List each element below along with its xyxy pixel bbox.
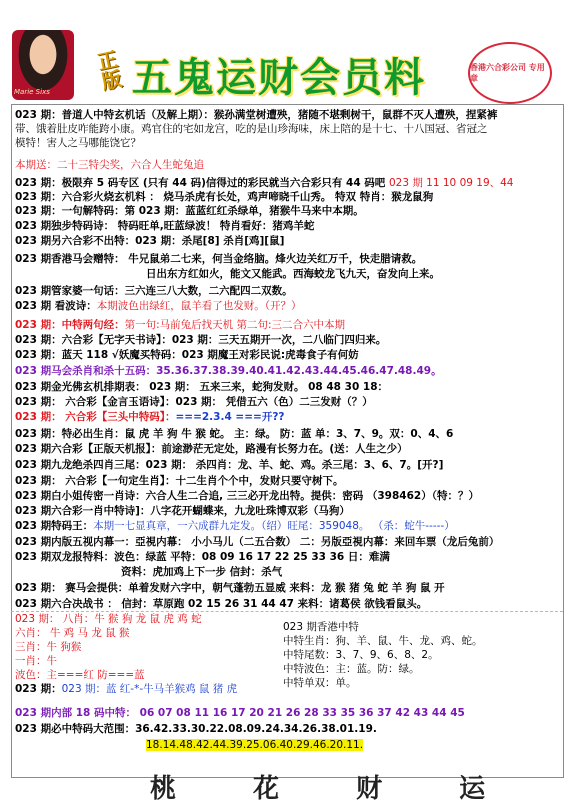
right-oddeven: 中特单双：单。	[283, 677, 357, 689]
right-title: 023 期香港中特	[283, 621, 359, 633]
line-29: 023 期双龙报特料：波色：绿蓝 平特：08 09 16 17 22 25 33 36 日：难满	[15, 551, 390, 563]
line-12: 023 期管家婆一句话：三六连三八大数，二六配四二双数。	[15, 285, 293, 297]
line-11: 日出东方红如火，能文又能武。西海蛟龙飞九天，奋发向上来。	[146, 268, 440, 280]
line-9: 023 期另六合彩不出特：023 期：杀尾[8] 杀肖[鸡][鼠]	[15, 235, 285, 247]
line-41	[146, 738, 556, 752]
line-39: 023 期内部 18 码中特： 06 07 08 11 16 17 20 21 26 28 33 35 36 37 42 43 44 45	[15, 707, 465, 719]
line-14-a: 023 期：中特两句经：	[15, 319, 125, 331]
line-20	[15, 410, 563, 424]
line-5-b: 023 期 11 10 09 19、44	[388, 177, 514, 189]
line-40	[15, 722, 563, 736]
line-33: 023 期： 八肖：牛 猴 狗 龙 鼠 虎 鸡 蛇	[15, 613, 202, 625]
line-8: 023 期独步特码诗： 特码旺单,旺蓝绿波！ 特肖看好：猪鸡羊蛇	[15, 220, 315, 232]
seal-text: 香港六合彩公司 专用章	[470, 63, 545, 83]
avatar-name: Marie Sixs	[14, 88, 50, 96]
line-32: 023 期六合决战书 ： 信封：草原跑 02 15 26 31 44 47 来料：诸葛侯 欲钱看鼠头。	[15, 598, 428, 610]
page-title: 五鬼运财会员料	[132, 54, 426, 101]
line-36: 一肖：牛	[15, 655, 57, 667]
line-13	[15, 299, 563, 313]
line-15: 023 期：六合彩【无字天书诗】：023 期：三天五期开一次，二八临门四归来。	[15, 334, 387, 346]
line-22: 023 期六合彩【正版天机报】：前途渺茫无定处，路漫有长努力在。(送：人生之少）	[15, 443, 408, 455]
line-38	[15, 682, 277, 696]
line-35: 三肖：牛 狗猴	[15, 641, 82, 653]
line-21: 023 期：特必出生肖：鼠 虎 羊 狗 牛 猴 蛇。 主：绿。 防：蓝 单：3、7、9。双：0、4、6	[15, 428, 454, 440]
line-20-a: 023 期： 六合彩【三头中特码】：	[15, 411, 176, 423]
left-column	[15, 612, 277, 696]
line-4: 本期送：二十三特尖奖，六合人生蛇兔追	[15, 159, 204, 171]
right-zodiac: 中特生肖：狗、羊、鼠、牛、龙、鸡、蛇。	[283, 635, 483, 647]
line-27	[15, 519, 563, 533]
line-13-a: 023 期 看波诗：	[15, 300, 97, 312]
seal-stamp	[468, 42, 552, 104]
line-27-a: 023 期特码王：	[15, 520, 94, 532]
badge-zhengban: 正版	[92, 48, 124, 93]
line-28: 023 期内版五视内幕一：亞視内幕： 小小马儿（二五合数） 二：另版亞視内幕：来回车票（龙后兔前）	[15, 536, 500, 548]
right-panel	[283, 620, 561, 690]
line-6: 023 期：六合彩火烧玄机料 ： 烧马杀虎有长处，鸡声啼晓千山秀。 特双 特肖：猴龙鼠狗	[15, 191, 434, 203]
line-38-a: 023 期：	[15, 683, 62, 695]
header	[10, 22, 565, 104]
line-41-text: 18.14.48.42.44.39.25.06.40.29.46.20.11.	[146, 739, 364, 751]
line-18: 023 期金光佛玄机排期表： 023 期： 五来三来，蛇狗发财。 08 48 30 18：	[15, 381, 389, 393]
footer-art: 桃 花 财 运	[150, 774, 520, 801]
line-17: 023 期马会杀肖和杀十五码：35.36.37.38.39.40.41.42.43.44.45.46.47.48.49。	[15, 365, 442, 377]
line-20-b: ===2.3.4 ===开??	[175, 411, 285, 423]
line-5	[15, 176, 563, 190]
line-30: 资料：虎加鸡上下一步 信封：杀气	[121, 566, 283, 578]
line-34: 六肖： 牛 鸡 马 龙 鼠 猴	[15, 627, 130, 639]
line-13-b: 本期波色出绿红，鼠羊看了也发财。（开？）	[96, 300, 302, 312]
line-10: 023 期香港马会赠特： 牛兄鼠弟二七来，何当金络脑。烽火边关红万千，快走腊请救。	[15, 253, 423, 265]
line-7: 023 期：一句解特码：第 023 期：蓝蓝红红杀绿单，猪猴牛马来中本期。	[15, 205, 364, 217]
line-37: 波色：主===红 防===蓝	[15, 669, 145, 681]
line-19: 023 期： 六合彩【金言玉语诗】：023 期： 凭借五六（色）二三发财（？）	[15, 396, 373, 408]
line-14-b: 第一句:马前兔后找天机 第二句:三二合六中本期	[124, 319, 345, 331]
line-24: 023 期： 六合彩【一句定生肖】：十二生肖个个中，发财只要守树下。	[15, 475, 344, 487]
line-1: 023 期：普道人中特玄机话（及解上期）：猴孙满堂树遭殃，猪随不堪剩树干，鼠群不灭人遭殃，捏紧裤	[15, 109, 498, 121]
line-25: 023 期白小姐传密一肖诗：六合人生二合追, 三三必开龙出特。提供：密码 （398462）（特：？）	[15, 490, 479, 502]
line-2: 带、饿着肚皮咋能跨小康。鸡官住的宅如龙宫，吃的是山珍海味，床上陪的是十七、十八国冠、省冠之	[15, 123, 488, 135]
line-31: 023 期： 赛马会提供：单着发财六字中，朝气蓬勃五显威 来料：龙 猴 猪 兔 蛇 羊 狗 鼠 开	[15, 582, 445, 594]
line-23: 023 期九龙绝杀四肖三尾：023 期： 杀四肖：龙、羊、蛇、鸡。杀三尾：3、6、7。[开?]	[15, 459, 444, 471]
line-16: 023 期：蓝天 118 √妖魔买特码：023 期魔王对彩民说:虎毒食子有何妨	[15, 349, 359, 361]
line-26: 023 期六合彩一肖中特诗]：八字花开蝴蝶来，九龙吐珠博双彩（马狗）	[15, 505, 350, 517]
line-27-b: 本期一七显真章，一六成群九定发。（绍）旺尾：359048。 （杀：蛇牛-----）	[93, 520, 455, 532]
right-wave: 中特波色：主：蓝。防：绿。	[283, 663, 420, 675]
right-tail: 中特尾数：3、7、9、6、8、2。	[283, 649, 439, 661]
line-5-a: 023 期：极限弃 5 码专区 (只有 44 码)信得过的彩民就当六合彩只有 44 码吧	[15, 177, 389, 189]
line-40-text: 023 期必中特码大范围：36.42.33.30.22.08.09.24.34.26.38.01.19.	[15, 723, 377, 735]
line-14	[15, 318, 563, 332]
line-38-b: 023 期：蓝 红-*-牛马羊猴鸡 鼠 猪 虎	[61, 683, 238, 695]
line-3: 模特！害人之马哪能饶它？	[15, 137, 141, 149]
